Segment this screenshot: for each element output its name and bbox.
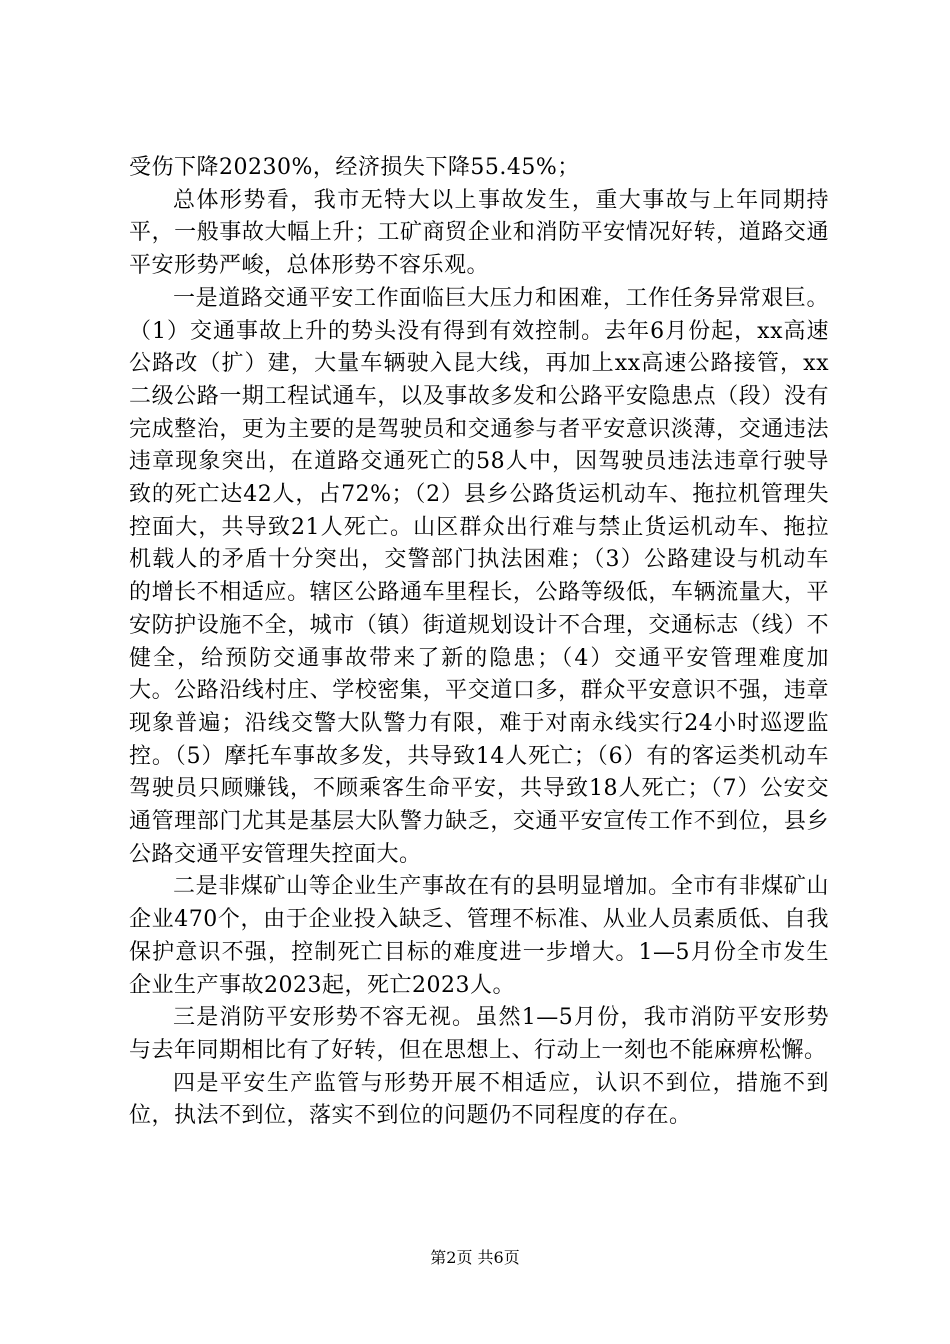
paragraph-supervision: 四是平安生产监管与形势开展不相适应，认识不到位，措施不到位，执法不到位，落实不到位的问题仍不同程度的存在。 bbox=[129, 1070, 829, 1129]
page-number: 第2页 共6页 bbox=[430, 1248, 520, 1267]
page-footer bbox=[0, 1248, 950, 1268]
paragraph-non-coal-mines: 二是非煤矿山等企业生产事故在有的县明显增加。全市有非煤矿山企业470个，由于企业投入缺乏、管理不标准、从业人员素质低、自我保护意识不强，控制死亡目标的难度进一步增大。1—5月份全市发生企业生产事故2023起，死亡2023人。 bbox=[129, 874, 829, 998]
paragraph-road-traffic: 一是道路交通平安工作面临巨大压力和困难，工作任务异常艰巨。（1）交通事故上升的势头没有得到有效控制。去年6月份起，xx高速公路改（扩）建，大量车辆驶入昆大线，再加上xx高速公路接管，xx二级公路一期工程试通车，以及事故多发和公路平安隐患点（段）没有完成整治，更为主要的是驾驶员和交通参与者平安意识淡薄，交通违法违章现象突出，在道路交通死亡的58人中，因驾驶员违法违章行驶导致的死亡达42人，占72%；（2）县乡公路货运机动车、拖拉机管理失控面大，共导致21人死亡。山区群众出行难与禁止货运机动车、拖拉机载人的矛盾十分突出，交警部门执法困难；（3）公路建设与机动车的增长不相适应。辖区公路通车里程长，公路等级低，车辆流量大，平安防护设施不全，城市（镇）街道规划设计不合理，交通标志（线）不健全，给预防交通事故带来了新的隐患；（4）交通平安管理难度加大。公路沿线村庄、学校密集，平交道口多，群众平安意识不强，违章现象普遍；沿线交警大队警力有限，难于对南永线实行24小时巡逻监控。（5）摩托车事故多发，共导致14人死亡；（6）有的客运类机动车驾驶员只顾赚钱，不顾乘客生命平安，共导致18人死亡；（7）公安交通管理部门尤其是基层大队警力缺乏，交通平安宣传工作不到位，县乡公路交通平安管理失控面大。 bbox=[129, 285, 829, 867]
paragraph-overall-situation: 总体形势看，我市无特大以上事故发生，重大事故与上年同期持平，一般事故大幅上升；工矿商贸企业和消防平安情况好转，道路交通平安形势严峻，总体形势不容乐观。 bbox=[129, 187, 829, 279]
paragraph-continuation: 受伤下降20230%，经济损失下降55.45%； bbox=[129, 155, 580, 180]
paragraph-fire-safety: 三是消防平安形势不容无视。虽然1—5月份，我市消防平安形势与去年同期相比有了好转，但在思想上、行动上一刻也不能麻痹松懈。 bbox=[129, 1005, 829, 1063]
document-body bbox=[129, 152, 829, 1133]
